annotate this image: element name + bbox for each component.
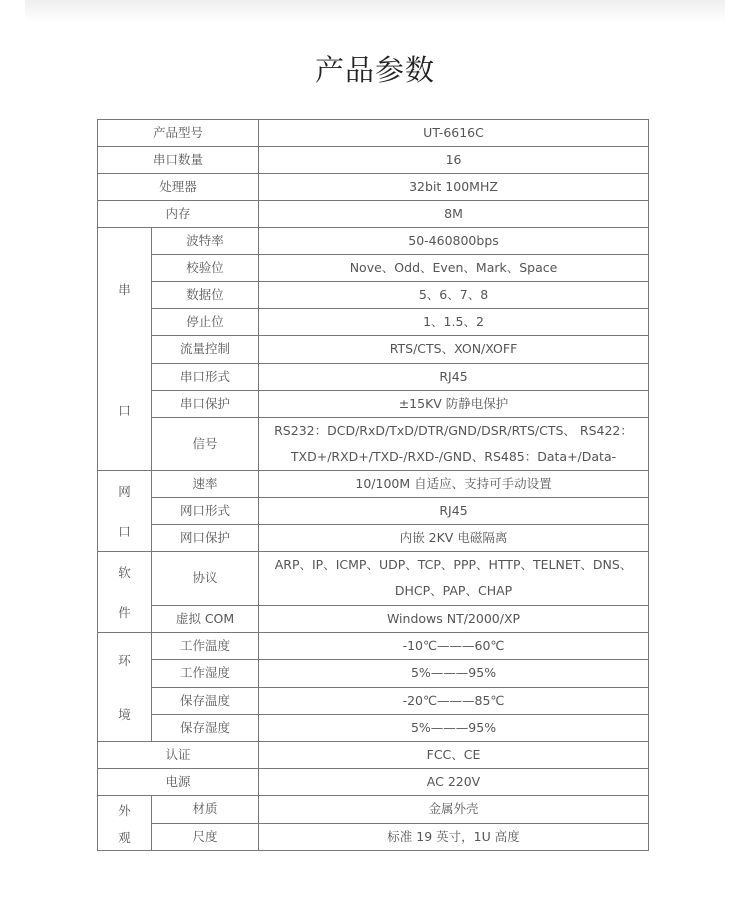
value-line: ARP、IP、ICMP、UDP、TCP、PPP、HTTP、TELNET、DNS、 bbox=[274, 557, 633, 573]
table-row bbox=[98, 336, 649, 363]
row-label: 速率 bbox=[152, 471, 259, 498]
row-label: 信号 bbox=[152, 417, 259, 470]
group-char: 网 bbox=[118, 484, 131, 499]
top-shade bbox=[25, 0, 725, 22]
row-value: 1、1.5、2 bbox=[259, 309, 649, 336]
table-row bbox=[98, 742, 649, 769]
group-software bbox=[98, 552, 152, 633]
row-label: 波特率 bbox=[152, 228, 259, 255]
row-value: 50-460800bps bbox=[259, 228, 649, 255]
row-label: 工作温度 bbox=[152, 633, 259, 660]
value-line: DHCP、PAP、CHAP bbox=[394, 583, 513, 599]
row-label: 串口保护 bbox=[152, 390, 259, 417]
table-row bbox=[98, 633, 649, 660]
table-row bbox=[98, 120, 649, 147]
row-value: Windows NT/2000/XP bbox=[259, 605, 649, 632]
table-row bbox=[98, 552, 649, 606]
row-value: 标准 19 英寸，1U 高度 bbox=[259, 823, 649, 851]
row-label: 数据位 bbox=[152, 282, 259, 309]
group-environment bbox=[98, 633, 152, 742]
row-value: RTS/CTS、XON/XOFF bbox=[259, 336, 649, 363]
row-label: 内存 bbox=[98, 201, 259, 228]
group-appearance bbox=[98, 796, 152, 851]
row-value: 内嵌 2KV 电磁隔离 bbox=[259, 525, 649, 552]
row-value: UT-6616C bbox=[259, 120, 649, 147]
row-value: 5%———95% bbox=[259, 660, 649, 687]
table-row bbox=[98, 769, 649, 796]
table-row bbox=[98, 687, 649, 714]
table-row bbox=[98, 363, 649, 390]
row-label: 串口形式 bbox=[152, 363, 259, 390]
row-label: 保存温度 bbox=[152, 687, 259, 714]
page-title: 产品参数 bbox=[314, 53, 435, 87]
table-row bbox=[98, 471, 649, 498]
group-serial bbox=[98, 228, 152, 471]
group-char: 外 bbox=[118, 802, 131, 818]
row-label: 电源 bbox=[98, 769, 259, 796]
row-label: 网口形式 bbox=[152, 498, 259, 525]
table-row bbox=[98, 174, 649, 201]
row-label: 处理器 bbox=[98, 174, 259, 201]
table-row bbox=[98, 390, 649, 417]
spec-table bbox=[97, 119, 649, 851]
row-label: 校验位 bbox=[152, 255, 259, 282]
table-row bbox=[98, 201, 649, 228]
row-label: 虚拟 COM bbox=[152, 605, 259, 632]
row-value: Nove、Odd、Even、Mark、Space bbox=[259, 255, 649, 282]
table-row bbox=[98, 660, 649, 687]
row-label: 协议 bbox=[152, 552, 259, 606]
row-label: 停止位 bbox=[152, 309, 259, 336]
row-value: 32bit 100MHZ bbox=[259, 174, 649, 201]
row-value: -20℃———85℃ bbox=[259, 687, 649, 714]
row-label: 尺度 bbox=[152, 823, 259, 851]
group-char: 软 bbox=[118, 565, 131, 580]
group-char: 环 bbox=[118, 653, 131, 668]
group-network bbox=[98, 471, 152, 552]
row-value-multiline bbox=[259, 552, 649, 606]
group-char: 观 bbox=[118, 829, 131, 845]
table-row bbox=[98, 498, 649, 525]
table-row bbox=[98, 228, 649, 255]
value-line: TXD+/RXD+/TXD-/RXD-/GND、RS485：Data+/Data- bbox=[290, 448, 617, 464]
row-label: 材质 bbox=[152, 796, 259, 824]
row-value: ±15KV 防静电保护 bbox=[259, 390, 649, 417]
row-value: AC 220V bbox=[259, 769, 649, 796]
row-value: FCC、CE bbox=[259, 742, 649, 769]
table-row bbox=[98, 714, 649, 741]
value-line: RS232：DCD/RxD/TxD/DTR/GND/DSR/RTS/CTS、 RS422： bbox=[274, 422, 633, 438]
row-value: RJ45 bbox=[259, 363, 649, 390]
row-label: 认证 bbox=[98, 742, 259, 769]
row-value: 5、6、7、8 bbox=[259, 282, 649, 309]
table-row bbox=[98, 147, 649, 174]
row-value-multiline bbox=[259, 417, 649, 470]
table-row bbox=[98, 282, 649, 309]
row-label: 产品型号 bbox=[98, 120, 259, 147]
row-value: 金属外壳 bbox=[259, 796, 649, 824]
group-char: 口 bbox=[118, 402, 131, 418]
row-label: 网口保护 bbox=[152, 525, 259, 552]
table-row bbox=[98, 255, 649, 282]
row-value: -10℃———60℃ bbox=[259, 633, 649, 660]
row-value: RJ45 bbox=[259, 498, 649, 525]
row-label: 流量控制 bbox=[152, 336, 259, 363]
row-value: 16 bbox=[259, 147, 649, 174]
group-char: 件 bbox=[118, 605, 131, 620]
row-label: 保存湿度 bbox=[152, 714, 259, 741]
table-row bbox=[98, 309, 649, 336]
group-char: 口 bbox=[118, 524, 131, 539]
table-row bbox=[98, 796, 649, 824]
row-value: 10/100M 自适应、支持可手动设置 bbox=[259, 471, 649, 498]
group-char: 串 bbox=[118, 281, 131, 297]
row-label: 工作湿度 bbox=[152, 660, 259, 687]
row-label: 串口数量 bbox=[98, 147, 259, 174]
group-char: 境 bbox=[118, 707, 131, 722]
table-row bbox=[98, 525, 649, 552]
table-row bbox=[98, 417, 649, 470]
row-value: 5%———95% bbox=[259, 714, 649, 741]
row-value: 8M bbox=[259, 201, 649, 228]
table-row bbox=[98, 823, 649, 851]
table-row bbox=[98, 605, 649, 632]
